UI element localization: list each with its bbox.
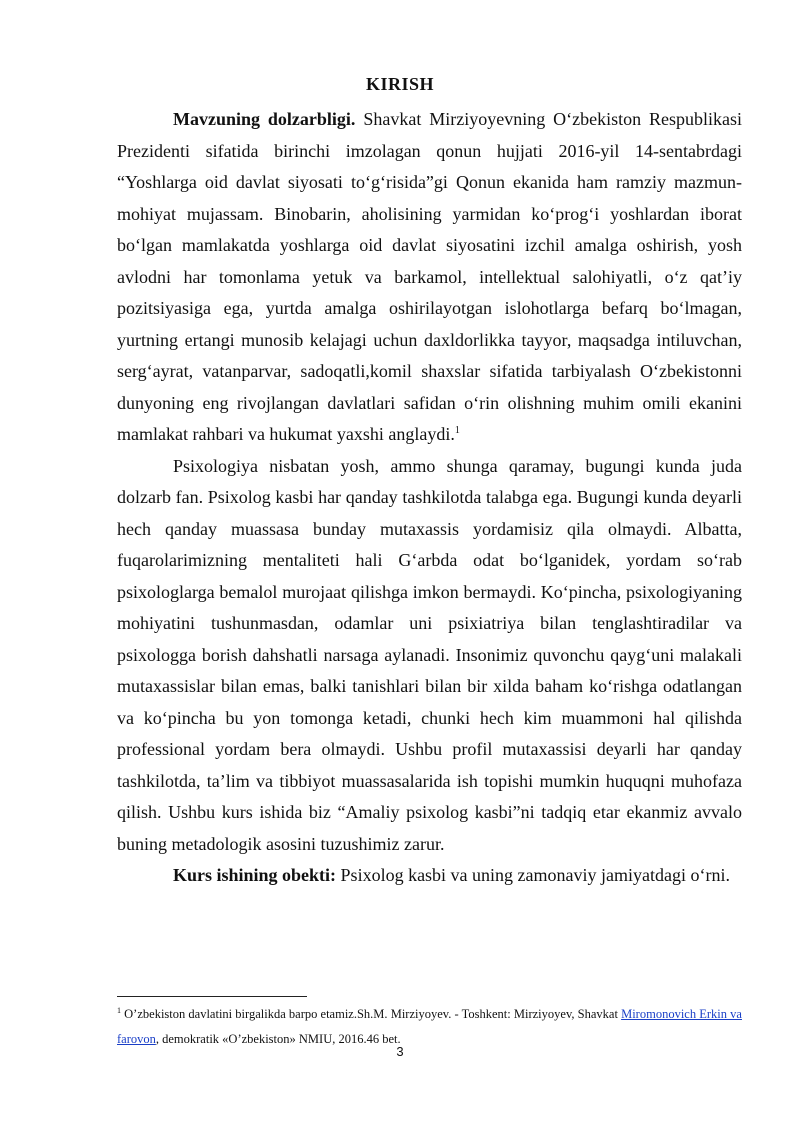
footnote-number: 1 (117, 1005, 121, 1015)
footnote-link[interactable]: Miromonovich Erkin va farovon (117, 1007, 742, 1046)
body-text (117, 104, 742, 892)
footnote-text-before: O’zbekiston davlatini birgalikda barpo etamiz.Sh.M. Mirziyoyev. - Toshkent: Mirziyoyev, Shavkat (121, 1007, 622, 1021)
paragraph-object (117, 860, 742, 892)
footnote-reference[interactable]: 1 (454, 425, 460, 436)
relevance-label: Mavzuning dolzarbligi. (173, 109, 356, 129)
footnote-separator (117, 996, 307, 997)
object-text: Psixolog kasbi va uning zamonaviy jamiyatdagi o‘rni. (336, 865, 730, 885)
paragraph-relevance (117, 104, 742, 451)
object-label: Kurs ishining obekti: (173, 865, 337, 885)
relevance-text: Shavkat Mirziyoyevning O‘zbekiston Respublikasi Prezidenti sifatida birinchi imzolagan qonun hujjati 2016-yil 14-sentabrdagi “Yoshlarga oid davlat siyosati to‘g‘risida”gi Qonun ekanida ham ramziy mazmun-mohiyat mujassam. Binobarin, aholisining yarmidan ko‘prog‘i yoshlardan iborat bo‘lgan mamlakatda yoshlarga oid davlat siyosatini izchil amalga oshirish, yosh avlodni har tomonlama yetuk va barkamol, intellektual salohiyatli, o‘z qat’iy pozitsiyasiga ega, yurtda amalga oshirilayotgan islohotlarga befarq bo‘lmagan, yurtning ertangi munosib kelajagi uchun daxldorlikka tayyor, maqsadga intiluvchan, serg‘ayrat, vatanparvar, sadoqatli,komil shaxslar sifatida tarbiyalash O‘zbekistonni dunyoning eng rivojlangan davlatlari safidan o‘rin olishning muhim omili ekanini mamlakat rahbari va hukumat yaxshi anglaydi. (117, 109, 742, 444)
footnote-text-after: , demokratik «O’zbekiston» NMIU, 2016.46 bet. (155, 1032, 401, 1046)
paragraph-psychology: Psixologiya nisbatan yosh, ammo shunga qaramay, bugungi kunda juda dolzarb fan. Psixolog kasbi har qanday tashkilotda talabga ega. Bugungi kunda deyarli hech qanday muassasa bunday mutaxassis yordamisiz qila olmaydi. Albatta, fuqarolarimizning mentaliteti hali G‘arbda odat bo‘lganidek, yordam so‘rab psixologlarga bemalol murojaat qilishga imkon bermaydi. Ko‘pincha, psixologiyaning mohiyatini tushunmasdan, odamlar uni psixiatriya bilan tenglashtiradilar va psixologga borish dahshatli narsaga aylanadi. Insonimiz quvonchu qayg‘uni malakali mutaxassislar bilan emas, balki tanishlari bilan bir xilda baham ko‘rishga odatlangan va ko‘pincha bu yon tomonga ketadi, chunki hech kim muammoni hal qilishda professional yordam bera olmaydi. Ushbu profil mutaxassisi deyarli har qanday tashkilotda, ta’lim va tibbiyot muassasalarida ish topishi mumkin huquqni muhofaza qilish. Ushbu kurs ishida biz “Amaliy psixolog kasbi”ni tadqiq etar ekanmiz avvalo buning metadologik asosini tuzushimiz zarur. (117, 455, 742, 854)
page-title: KIRISH (365, 74, 435, 94)
page-number: 3 (396, 1044, 404, 1059)
